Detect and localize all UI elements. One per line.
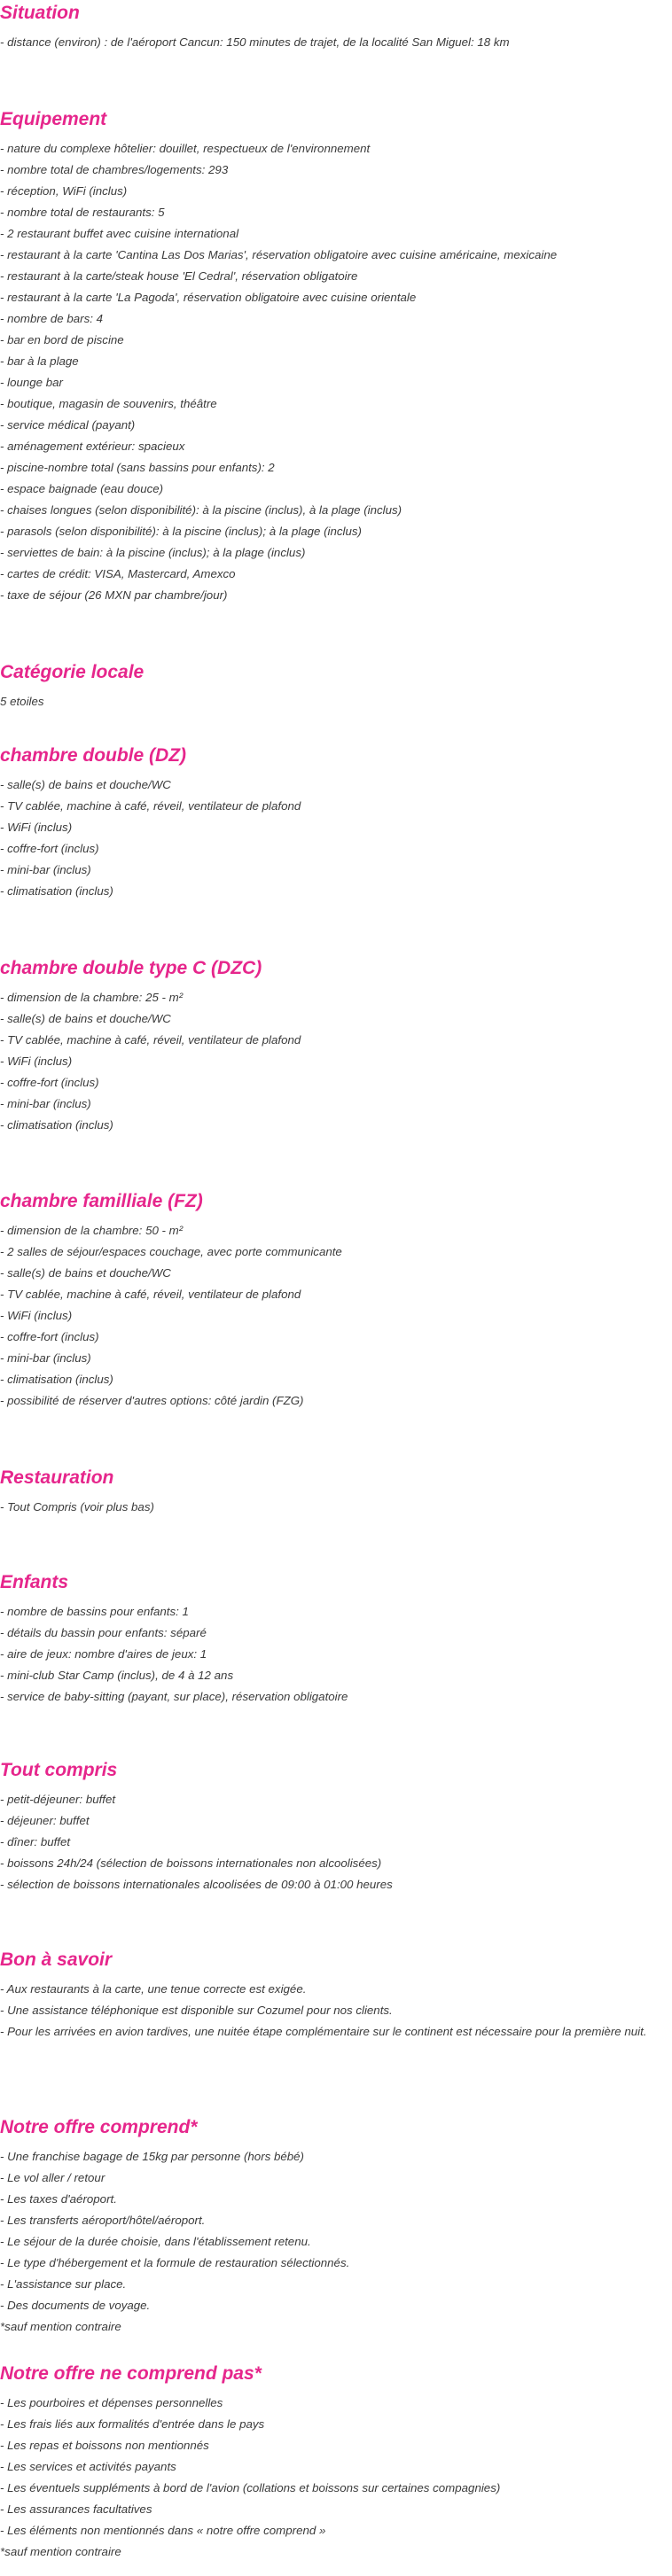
list-item: - restaurant à la carte/steak house 'El Cedral', réservation obligatoire — [0, 269, 358, 283]
section-lines — [0, 32, 670, 53]
section-lines — [0, 2146, 670, 2338]
section-title: Bon à savoir — [0, 1950, 113, 1970]
list-item: - dimension de la chambre: 50 - m² — [0, 1224, 184, 1237]
section-lines — [0, 774, 670, 902]
list-item: - restaurant à la carte 'La Pagoda', réservation obligatoire avec cuisine orientale — [0, 291, 417, 304]
section-title: chambre double (DZ) — [0, 745, 187, 766]
list-item: - 2 salles de séjour/espaces couchage, avec porte communicante — [0, 1245, 342, 1258]
section-lines — [0, 138, 670, 606]
list-item: - Les repas et boissons non mentionnés — [0, 2439, 209, 2452]
list-item: - taxe de séjour (26 MXN par chambre/jour) — [0, 588, 228, 602]
section-chambre-fz — [0, 1188, 670, 1412]
list-item: - réception, WiFi (inclus) — [0, 184, 128, 198]
section-lines — [0, 2393, 670, 2563]
list-item: - TV cablée, machine à café, réveil, ventilateur de plafond — [0, 799, 301, 813]
list-item: - coffre-fort (inclus) — [0, 1076, 99, 1089]
list-item: - Les pourboires et dépenses personnelles — [0, 2396, 223, 2409]
list-item: - Les taxes d'aéroport. — [0, 2192, 117, 2206]
list-item: - nature du complexe hôtelier: douillet, respectueux de l'environnement — [0, 142, 371, 155]
list-item: - dimension de la chambre: 25 - m² — [0, 991, 184, 1004]
list-item: - bar à la plage — [0, 354, 79, 368]
list-item: - Une franchise bagage de 15kg par personne (hors bébé) — [0, 2150, 304, 2163]
list-item: - bar en bord de piscine — [0, 333, 124, 346]
list-item: - distance (environ) : de l'aéroport Cancun: 150 minutes de trajet, de la localité San Miguel: 18 km — [0, 35, 510, 49]
section-title: chambre double type C (DZC) — [0, 958, 262, 978]
list-item: - détails du bassin pour enfants: séparé — [0, 1626, 207, 1639]
section-title: Restauration — [0, 1467, 114, 1488]
list-item: - petit-déjeuner: buffet — [0, 1793, 116, 1806]
list-item: - serviettes de bain: à la piscine (inclus); à la plage (inclus) — [0, 546, 306, 559]
list-item: - Les services et activités payants — [0, 2460, 176, 2473]
section-offre-comprend — [0, 2114, 670, 2338]
section-lines — [0, 691, 670, 712]
list-item: - Le vol aller / retour — [0, 2171, 105, 2184]
section-title: Notre offre comprend* — [0, 2117, 198, 2137]
list-item: - climatisation (inclus) — [0, 884, 113, 898]
section-categorie — [0, 659, 670, 712]
section-chambre-dz — [0, 743, 670, 902]
list-item: *sauf mention contraire — [0, 2320, 121, 2333]
list-item: - Les éventuels suppléments à bord de l'avion (collations et boissons sur certaines compagnies) — [0, 2481, 501, 2494]
list-item: - restaurant à la carte 'Cantina Las Dos Marias', réservation obligatoire avec cuisine américaine, mexicaine — [0, 248, 558, 261]
list-item: - sélection de boissons internationales alcoolisées de 09:00 à 01:00 heures — [0, 1878, 393, 1891]
list-item: - Les transferts aéroport/hôtel/aéroport. — [0, 2214, 206, 2227]
list-item: - nombre total de chambres/logements: 293 — [0, 163, 229, 176]
list-item: - climatisation (inclus) — [0, 1118, 113, 1132]
list-item: - mini-bar (inclus) — [0, 1097, 91, 1110]
list-item: - Une assistance téléphonique est disponible sur Cozumel pour nos clients. — [0, 2004, 393, 2017]
list-item: - Le type d'hébergement et la formule de restauration sélectionnés. — [0, 2256, 350, 2269]
list-item: - Tout Compris (voir plus bas) — [0, 1500, 154, 1514]
list-item: - WiFi (inclus) — [0, 821, 73, 834]
section-title: Equipement — [0, 109, 107, 129]
list-item: - service de baby-sitting (payant, sur place), réservation obligatoire — [0, 1690, 348, 1703]
list-item: - dîner: buffet — [0, 1835, 71, 1848]
list-item: - aménagement extérieur: spacieux — [0, 440, 185, 453]
list-item: - Pour les arrivées en avion tardives, une nuitée étape complémentaire sur le continent est nécessaire pour la première nuit. — [0, 2025, 647, 2038]
list-item: - boissons 24h/24 (sélection de boissons internationales non alcoolisées) — [0, 1856, 382, 1870]
list-item: - nombre de bars: 4 — [0, 312, 104, 325]
list-item: - déjeuner: buffet — [0, 1814, 90, 1827]
list-item: - lounge bar — [0, 376, 63, 389]
section-offre-ne-comprend-pas — [0, 2361, 670, 2563]
section-lines — [0, 1601, 670, 1708]
list-item: - cartes de crédit: VISA, Mastercard, Amexco — [0, 567, 236, 580]
list-item: - WiFi (inclus) — [0, 1055, 73, 1068]
list-item: - possibilité de réserver d'autres options: côté jardin (FZG) — [0, 1394, 304, 1407]
section-chambre-dzc — [0, 955, 670, 1136]
list-item: - Les assurances facultatives — [0, 2502, 152, 2516]
section-lines — [0, 1497, 670, 1518]
list-item: - mini-bar (inclus) — [0, 1351, 91, 1365]
section-bon-a-savoir — [0, 1947, 670, 2043]
section-lines — [0, 1789, 670, 1895]
section-restauration — [0, 1465, 670, 1518]
section-lines — [0, 987, 670, 1136]
list-item: - chaises longues (selon disponibilité): à la piscine (inclus), à la plage (inclus) — [0, 503, 402, 517]
list-item: - piscine-nombre total (sans bassins pour enfants): 2 — [0, 461, 275, 474]
list-item: 5 etoiles — [0, 695, 44, 708]
list-item: - espace baignade (eau douce) — [0, 482, 164, 495]
section-title: Enfants — [0, 1572, 69, 1592]
list-item: - climatisation (inclus) — [0, 1373, 113, 1386]
list-item: - Les frais liés aux formalités d'entrée dans le pays — [0, 2417, 265, 2431]
list-item: - parasols (selon disponibilité): à la piscine (inclus); à la plage (inclus) — [0, 525, 362, 538]
list-item: - TV cablée, machine à café, réveil, ventilateur de plafond — [0, 1288, 301, 1301]
list-item: - nombre de bassins pour enfants: 1 — [0, 1605, 189, 1618]
list-item: - coffre-fort (inclus) — [0, 1330, 99, 1343]
list-item: - mini-bar (inclus) — [0, 863, 91, 876]
list-item: - L'assistance sur place. — [0, 2277, 127, 2291]
list-item: - Le séjour de la durée choisie, dans l'établissement retenu. — [0, 2235, 311, 2248]
list-item: - salle(s) de bains et douche/WC — [0, 778, 171, 791]
list-item: - Les éléments non mentionnés dans « notre offre comprend » — [0, 2524, 326, 2537]
list-item: - nombre total de restaurants: 5 — [0, 206, 165, 219]
section-lines — [0, 1979, 670, 2043]
list-item: - TV cablée, machine à café, réveil, ventilateur de plafond — [0, 1033, 301, 1047]
section-title: Tout compris — [0, 1760, 118, 1780]
section-title: chambre familliale (FZ) — [0, 1191, 203, 1211]
list-item: - aire de jeux: nombre d'aires de jeux: 1 — [0, 1647, 207, 1661]
list-item: - salle(s) de bains et douche/WC — [0, 1266, 171, 1280]
list-item: - service médical (payant) — [0, 418, 136, 432]
list-item: - boutique, magasin de souvenirs, théâtre — [0, 397, 217, 410]
list-item: *sauf mention contraire — [0, 2545, 121, 2558]
list-item: - salle(s) de bains et douche/WC — [0, 1012, 171, 1025]
list-item: - coffre-fort (inclus) — [0, 842, 99, 855]
section-enfants — [0, 1569, 670, 1708]
section-lines — [0, 1220, 670, 1412]
section-situation — [0, 0, 670, 53]
section-title: Catégorie locale — [0, 662, 145, 682]
list-item: - 2 restaurant buffet avec cuisine international — [0, 227, 239, 240]
list-item: - mini-club Star Camp (inclus), de 4 à 12 ans — [0, 1669, 234, 1682]
section-equipement — [0, 106, 670, 606]
list-item: - Des documents de voyage. — [0, 2299, 151, 2312]
list-item: - WiFi (inclus) — [0, 1309, 73, 1322]
section-title: Situation — [0, 3, 80, 23]
section-title: Notre offre ne comprend pas* — [0, 2363, 262, 2384]
list-item: - Aux restaurants à la carte, une tenue correcte est exigée. — [0, 1982, 307, 1996]
section-tout-compris — [0, 1757, 670, 1895]
